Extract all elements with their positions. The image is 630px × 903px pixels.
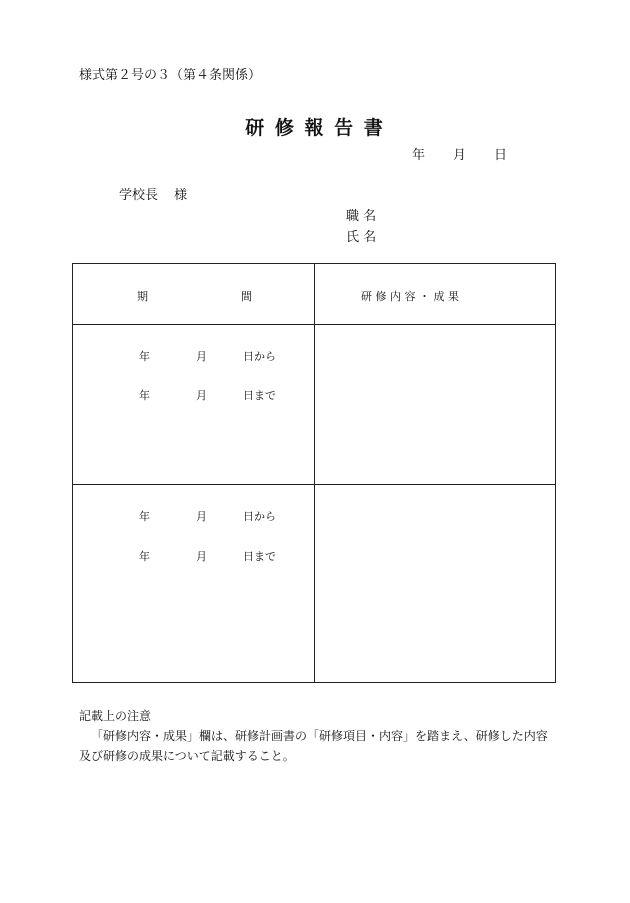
from-year: 年 [139,350,150,363]
from-day: 日から [243,350,276,363]
notes-body: 「研修内容・成果」欄は、研修計画書の「研修項目・内容」を踏まえ、研修した内容及び研修の成果について記載すること。 [79,729,548,763]
row-divider [73,484,555,485]
from-year: 年 [139,510,150,523]
date-year: 年 [412,148,426,163]
header-divider [73,324,555,325]
from-month: 月 [196,510,207,523]
header-period-right: 間 [241,290,252,303]
form-code: 様式第２号の３（第４条関係） [79,68,262,83]
name-label: 氏 名 [346,230,377,245]
to-day: 日まで [243,550,276,563]
header-content: 研 修 内 容 ・ 成 果 [361,290,459,303]
to-month: 月 [196,389,207,402]
report-table [72,263,556,683]
date-month: 月 [453,148,467,163]
content-cell[interactable] [321,328,549,478]
page-title: 研 修 報 告 書 [245,117,385,139]
addressee-honorific: 様 [174,188,188,203]
position-label: 職 名 [346,209,377,224]
to-day: 日まで [243,389,276,402]
column-divider [314,264,315,682]
date-day: 日 [494,148,508,163]
to-year: 年 [139,550,150,563]
content-cell[interactable] [321,490,549,676]
header-period-left: 期 [137,290,148,303]
addressee [119,184,187,203]
from-day: 日から [243,510,276,523]
from-month: 月 [196,350,207,363]
notes-heading: 記載上の注意 [79,709,152,723]
to-year: 年 [139,389,150,402]
to-month: 月 [196,550,207,563]
addressee-name: 学校長 [119,188,159,203]
